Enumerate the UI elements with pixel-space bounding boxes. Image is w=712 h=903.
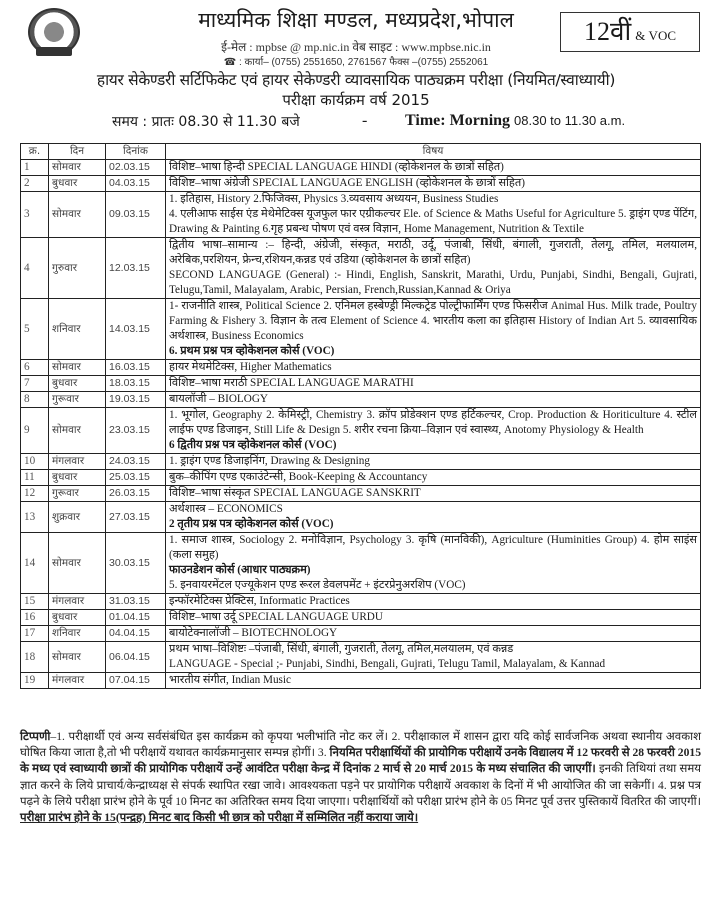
subject-line: LANGUAGE - Special ;- Punjabi, Sindhi, Bengali, Gujrati, Telugu Tamil, Malayalam, & Kannad xyxy=(169,658,606,670)
class-badge xyxy=(560,12,700,52)
cell-sr: 7 xyxy=(21,376,49,392)
cell-subject xyxy=(166,610,701,626)
cell-date: 12.03.15 xyxy=(106,238,166,299)
cell-day: मंगलवार xyxy=(49,673,106,689)
cell-sr: 13 xyxy=(21,502,49,533)
table-row xyxy=(21,470,701,486)
cell-subject xyxy=(166,533,701,594)
cell-day: बुधवार xyxy=(49,176,106,192)
cell-day: शनिवार xyxy=(49,299,106,360)
cell-day: मंगलवार xyxy=(49,594,106,610)
cell-date: 09.03.15 xyxy=(106,192,166,238)
subject-line: इन्फॉरमेटिक्स प्रेक्टिस, Informatic Practices xyxy=(169,595,350,607)
table-row xyxy=(21,626,701,642)
subject-line: 1. ड्राइंग एण्ड डिजाइनिंग, Drawing & Designing xyxy=(169,455,370,467)
table-row xyxy=(21,642,701,673)
subject-line: विशिष्ट–भाषा संस्कृत SPECIAL LANGUAGE SANSKRIT xyxy=(169,487,421,499)
cell-subject xyxy=(166,299,701,360)
cell-subject xyxy=(166,192,701,238)
cell-subject xyxy=(166,360,701,376)
note-segment: परीक्षा प्रारंभ होने के 15(पन्द्रह) मिनट बाद किसी भी छात्र को परीक्षा में सम्मिलित नहीं कराया जाये। xyxy=(20,811,419,825)
subject-line: 1. इतिहास, History 2.फिजिक्स, Physics 3.व्यवसाय अध्ययन, Business Studies xyxy=(169,193,499,205)
subject-line: हायर मेथमेटिक्स, Higher Mathematics xyxy=(169,361,332,373)
table-row xyxy=(21,192,701,238)
cell-sr: 14 xyxy=(21,533,49,594)
cell-subject xyxy=(166,160,701,176)
cell-day: सोमवार xyxy=(49,192,106,238)
table-row xyxy=(21,176,701,192)
cell-sr: 3 xyxy=(21,192,49,238)
time-value: 08.30 to 11.30 a.m. xyxy=(514,113,626,128)
subject-line: अर्थशास्त्र – ECONOMICS xyxy=(169,503,283,515)
cell-subject xyxy=(166,238,701,299)
exam-title: हायर सेकेण्डरी सर्टिफिकेट एवं हायर सेकेण्डरी व्यावसायिक पाठ्यक्रम परीक्षा (नियमित/स्वाध्यायी) xyxy=(96,71,616,89)
subject-line: 2 तृतीय प्रश्न पत्र व्होकेशनल कोर्स (VOC) xyxy=(169,518,334,530)
cell-day: गुरूवार xyxy=(49,392,106,408)
cell-subject xyxy=(166,408,701,454)
phone-info: ☎ : कार्या– (0755) 2551650, 2761567 फैक्स –(0755) 2552061 xyxy=(223,57,489,68)
table-row xyxy=(21,238,701,299)
cell-date: 30.03.15 xyxy=(106,533,166,594)
time-english xyxy=(405,112,625,130)
cell-sr: 6 xyxy=(21,360,49,376)
subject-line: 1. समाज शास्त्र, Sociology 2. मनोविज्ञान, Psychology 3. कृषि (मानविकी), Agriculture (Huminities Group) 4. होम साइंस (कला समुह) xyxy=(169,534,697,561)
exam-schedule-table xyxy=(20,143,701,689)
table-row xyxy=(21,594,701,610)
cell-subject xyxy=(166,594,701,610)
cell-day: शुक्रवार xyxy=(49,502,106,533)
note-segment: इनकी तिथियां तथा समय ज्ञात करने के लिये प्राचार्य/केन्द्राध्यक्ष से संपर्क स्थापित रखा जावे। आवश्यकता पड़ने पर प्रायोगिक परीक्षायें अवकाश के दिनों में भी आयोजित की जा सकेगीं। 4. प्रश्न पत्र पढ़ने के लिये परीक्षा प्रारंभ होने के पूर्व 10 मिनट का अतिरिक्त समय दिया जाएगा। परीक्षार्थियों को परीक्षा प्रारंभ होने के 05 मिनट पूर्व उत्तर पुस्तिकायें वितरित की जाएगीं। xyxy=(20,762,701,808)
cell-day: सोमवार xyxy=(49,642,106,673)
cell-day: गुरूवार xyxy=(49,486,106,502)
cell-subject xyxy=(166,642,701,673)
subject-line: विशिष्ट–भाषा उर्दू SPECIAL LANGUAGE URDU xyxy=(169,611,383,623)
cell-day: बुधवार xyxy=(49,610,106,626)
cell-subject xyxy=(166,392,701,408)
subject-line: SECOND LANGUAGE (General) :- Hindi, English, Sanskrit, Marathi, Urdu, Punjabi, Sindhi, Bengali, Gujrati, Telugu,Tamil, Malayalam, Arabic, Persian, French,Russian,Kannad & Oriya xyxy=(169,269,697,296)
cell-day: शनिवार xyxy=(49,626,106,642)
cell-day: बुधवार xyxy=(49,376,106,392)
cell-date: 31.03.15 xyxy=(106,594,166,610)
subject-line: 4. एलीआफ साईस एंड मेथेमेटिक्स यूजफुल फार एग्रीकल्चर Ele. of Science & Maths Useful for Agriculture 5. ड्राइंग एण्ड पेंटिंग, Drawing & Painting 6.गृह प्रबन्ध पोषण एवं वस्त्र विज्ञान, Home Management, Nutrition & Textile xyxy=(169,208,697,235)
cell-subject xyxy=(166,502,701,533)
cell-sr: 4 xyxy=(21,238,49,299)
table-row xyxy=(21,486,701,502)
exam-subtitle: परीक्षा कार्यक्रम वर्ष 2015 xyxy=(282,91,430,109)
subject-line: बायोटेक्नालॉजी – BIOTECHNOLOGY xyxy=(169,627,338,639)
cell-sr: 2 xyxy=(21,176,49,192)
note-segment: टिप्पणी xyxy=(20,730,51,743)
note-segment: –1. परीक्षार्थी एवं अन्य सर्वसंबंधित इस कार्यक्रम को कृपया भलीभांति नोट कर लें। 2. परीक्षाकाल में शासन द्वारा यदि कोई सार्वजनिक अथवा स्थानीय अवकाश घोषित किया जाता है,तो भी परीक्षायें यथावत कार्यक्रमानुसार सम्पन्न होगीं। 3. xyxy=(20,730,701,760)
organization-name: माध्यमिक शिक्षा मण्डल, मध्यप्रदेश,भोपाल xyxy=(198,8,514,32)
cell-subject xyxy=(166,626,701,642)
time-label: Time: Morning xyxy=(405,112,511,129)
subject-line: 6 द्वितीय प्रश्न पत्र व्होकेशनल कोर्स (VOC) xyxy=(169,439,337,451)
cell-date: 26.03.15 xyxy=(106,486,166,502)
note-segment: नियमित परीक्षार्थियों की प्रायोगिक परीक्षायें उनके विद्यालय में 12 फरवरी से 28 फरवरी 2015 के मध्य एवं स्वाध्यायी छात्रों की प्रायोगिक परीक्षायें उन्हें आवंटित परीक्षा केन्द्र में दिनांक 2 मार्च से 20 मार्च 2015 के मध्य संचालित की जाएगीं। xyxy=(20,746,701,776)
cell-date: 27.03.15 xyxy=(106,502,166,533)
subject-line: फाउनडेशन कोर्स (आधार पाठ्यक्रम) xyxy=(169,564,311,576)
cell-sr: 16 xyxy=(21,610,49,626)
table-row xyxy=(21,299,701,360)
header-sr: क्र. xyxy=(21,144,49,160)
subject-line: 1- राजनीति शास्त्र, Political Science 2. एनिमल हस्बेण्ड्री मिल्कट्रेड पोल्ट्रीफार्मिंग एण्ड फिसरीज Animal Hus. Milk trade, Poultry Farming & Fishery 3. विज्ञान के तत्व Element of Science 4. भारतीय कला का इतिहास History of Indian Art 5. व्यावसायिक अर्थशास्त्र, Business Economics xyxy=(169,300,697,342)
cell-day: मंगलवार xyxy=(49,454,106,470)
cell-date: 04.03.15 xyxy=(106,176,166,192)
cell-day: बुधवार xyxy=(49,470,106,486)
cell-sr: 8 xyxy=(21,392,49,408)
subject-line: बुक–कीपिंग एण्ड एकाउंटेन्सी, Book-Keeping & Accountancy xyxy=(169,471,428,483)
subject-line: द्वितीय भाषा–सामान्य :– हिन्दी, अंग्रेजी, संस्कृत, मराठी, उर्दू, पंजाबी, सिंधी, बंगाली, गुजराती, तेलगू, तमिल, मलयालम, अरेबिक,परशियन, फ्रेन्च,रशियन,कन्नड एवं उडिया (व्होकेशनल के छात्रों सहित) xyxy=(169,239,697,266)
cell-subject xyxy=(166,376,701,392)
table-row xyxy=(21,408,701,454)
cell-sr: 11 xyxy=(21,470,49,486)
subject-line: विशिष्ट–भाषा अंग्रेजी SPECIAL LANGUAGE ENGLISH (व्होकेशनल के छात्रों सहित) xyxy=(169,177,525,189)
table-row xyxy=(21,360,701,376)
cell-sr: 5 xyxy=(21,299,49,360)
time-hindi: समय : प्रातः 08.30 से 11.30 बजे xyxy=(112,114,300,130)
subject-line: 1. भूगोल, Geography 2. केमिस्ट्री, Chemistry 3. क्रॉप प्रोडेक्शन एण्ड हर्टिकल्चर, Crop. Production & Horiticulture 4. स्टील लाईफ एण्ड डिजाइन, Still Life & Design 5. शरीर रचना क्रिया–विज्ञान एवं स्वास्थ्य, Anotomy Physiology & Health xyxy=(169,409,697,436)
cell-sr: 10 xyxy=(21,454,49,470)
cell-date: 18.03.15 xyxy=(106,376,166,392)
cell-date: 07.04.15 xyxy=(106,673,166,689)
cell-date: 23.03.15 xyxy=(106,408,166,454)
table-row xyxy=(21,392,701,408)
cell-date: 02.03.15 xyxy=(106,160,166,176)
cell-day: सोमवार xyxy=(49,160,106,176)
cell-subject xyxy=(166,673,701,689)
class-suffix: & VOC xyxy=(635,28,676,43)
cell-day: गुरुवार xyxy=(49,238,106,299)
cell-sr: 18 xyxy=(21,642,49,673)
table-header-row xyxy=(21,144,701,160)
subject-line: प्रथम भाषा–विशिष्टः –पंजाबी, सिंधी, बंगाली, गुजराती, तेलगू, तमिल,मलयालम, एवं कन्नड xyxy=(169,643,514,655)
cell-date: 19.03.15 xyxy=(106,392,166,408)
cell-date: 14.03.15 xyxy=(106,299,166,360)
cell-day: सोमवार xyxy=(49,533,106,594)
cell-subject xyxy=(166,454,701,470)
cell-date: 04.04.15 xyxy=(106,626,166,642)
cell-sr: 17 xyxy=(21,626,49,642)
cell-subject xyxy=(166,176,701,192)
class-label: 12वीं xyxy=(583,17,632,46)
cell-sr: 9 xyxy=(21,408,49,454)
cell-date: 24.03.15 xyxy=(106,454,166,470)
cell-sr: 15 xyxy=(21,594,49,610)
cell-sr: 1 xyxy=(21,160,49,176)
table-row xyxy=(21,502,701,533)
cell-day: सोमवार xyxy=(49,360,106,376)
subject-line: विशिष्ट–भाषा हिन्दी SPECIAL LANGUAGE HINDI (व्होकेशनल के छात्रों सहित) xyxy=(169,161,504,173)
table-row xyxy=(21,454,701,470)
subject-line: विशिष्ट–भाषा मराठी SPECIAL LANGUAGE MARATHI xyxy=(169,377,414,389)
subject-line: बायलॉजी – BIOLOGY xyxy=(169,393,268,405)
contact-info: ई-मेल : mpbse @ mp.nic.in वेब साइट : www.mpbse.nic.in xyxy=(221,40,491,54)
cell-date: 25.03.15 xyxy=(106,470,166,486)
table-row xyxy=(21,533,701,594)
table-row xyxy=(21,673,701,689)
header-subject: विषय xyxy=(166,144,701,160)
cell-subject xyxy=(166,486,701,502)
subject-line: 5. इनवायरमेंटल एज्यूकेशन एण्ड रूरल डेवलपमेंट + इंटरप्रेनुअरशिप (VOC) xyxy=(169,579,466,591)
cell-date: 16.03.15 xyxy=(106,360,166,376)
notes-paragraph xyxy=(20,729,701,826)
cell-sr: 19 xyxy=(21,673,49,689)
subject-line: भारतीय संगीत, Indian Music xyxy=(169,674,291,686)
cell-date: 01.04.15 xyxy=(106,610,166,626)
cell-day: सोमवार xyxy=(49,408,106,454)
cell-sr: 12 xyxy=(21,486,49,502)
cell-date: 06.04.15 xyxy=(106,642,166,673)
time-separator: - xyxy=(362,112,368,129)
table-row xyxy=(21,610,701,626)
table-row xyxy=(21,160,701,176)
header-date: दिनांक xyxy=(106,144,166,160)
header-day: दिन xyxy=(49,144,106,160)
table-row xyxy=(21,376,701,392)
cell-subject xyxy=(166,470,701,486)
subject-line: 6. प्रथम प्रश्न पत्र व्होकेशनल कोर्स (VOC) xyxy=(169,345,335,357)
